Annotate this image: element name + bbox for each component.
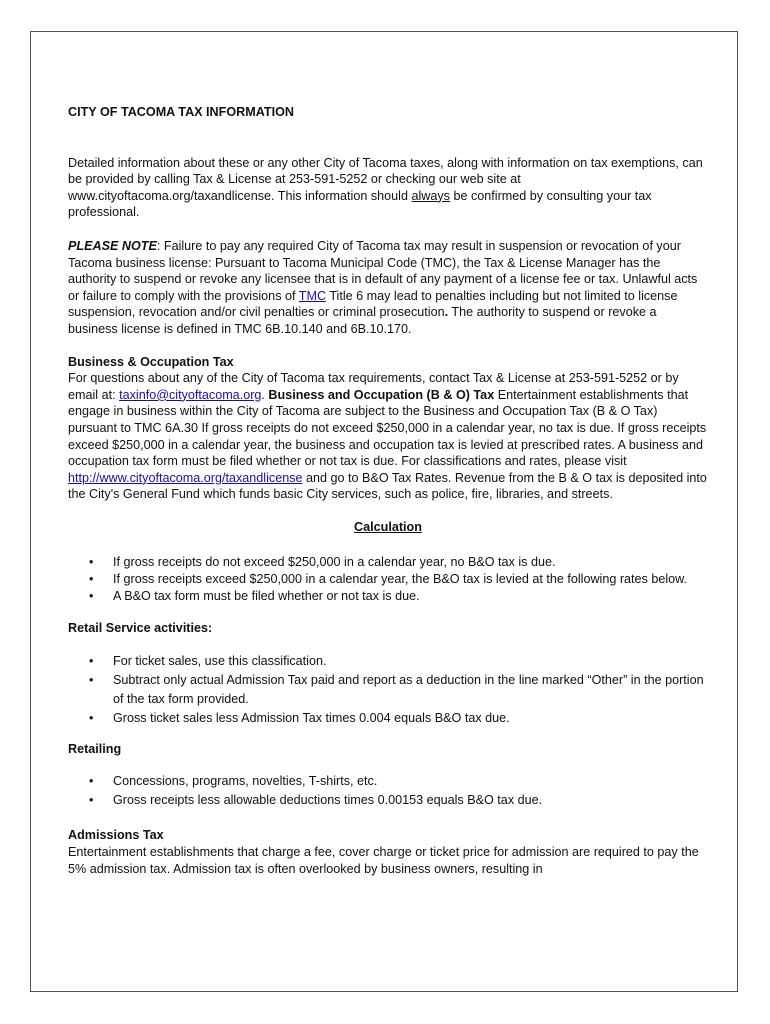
document-title: CITY OF TACOMA TAX INFORMATION xyxy=(68,105,294,119)
list-item xyxy=(68,652,708,671)
bullet-icon: • xyxy=(89,653,94,668)
list-item-text: For ticket sales, use this classification. xyxy=(113,653,327,668)
calculation-list xyxy=(68,554,708,604)
retail-service-heading: Retail Service activities: xyxy=(68,621,213,636)
email-link[interactable]: taxinfo@cityoftacoma.org xyxy=(119,387,262,402)
calculation-heading: Calculation xyxy=(354,519,422,534)
bullet-icon: • xyxy=(89,672,94,687)
bo-heading: Business & Occupation Tax xyxy=(68,354,234,369)
list-item xyxy=(68,671,708,709)
note-text-2: Title 6 may lead to penalties including but not limited to license suspension, revocation and/or civil penalties or criminal prosecution xyxy=(68,288,678,320)
bo-paragraph xyxy=(68,370,708,503)
intro-paragraph xyxy=(68,155,708,221)
bo-text-1: For questions about any of the City of Tacoma tax requirements, contact Tax & License at 253-591-5252 or by email at: xyxy=(68,371,679,402)
bullet-icon: • xyxy=(89,572,94,587)
intro-text-2: be confirmed by consulting your tax professional. xyxy=(68,188,652,220)
bo-bold-title: Business and Occupation (B & O) Tax xyxy=(268,387,495,402)
bullet-icon: • xyxy=(89,588,94,603)
list-item-text: Gross receipts less allowable deductions times 0.00153 equals B&O tax due. xyxy=(113,793,543,808)
tmc-link[interactable]: TMC xyxy=(298,288,327,303)
note-period: . xyxy=(444,305,449,320)
list-item-text: If gross receipts do not exceed $250,000 in a calendar year, no B&O tax is due. xyxy=(113,555,556,570)
retailing-heading: Retailing xyxy=(68,741,122,756)
list-item xyxy=(68,791,708,810)
list-item xyxy=(68,554,708,571)
list-item xyxy=(68,588,708,605)
list-item-text: Subtract only actual Admission Tax paid and report as a deduction in the line marked “Other” in the portion of the tax form provided. xyxy=(113,672,704,706)
note-label: PLEASE NOTE xyxy=(68,238,157,253)
list-item-text: Gross ticket sales less Admission Tax times 0.004 equals B&O tax due. xyxy=(113,710,510,725)
website-link[interactable]: http://www.cityoftacoma.org/taxandlicense xyxy=(68,470,303,485)
list-item xyxy=(68,772,708,791)
list-item xyxy=(68,709,708,728)
list-item xyxy=(68,571,708,588)
note-text-3: The authority to suspend or revoke a business license is defined in TMC 6B.10.140 and 6B.10.170. xyxy=(68,305,657,336)
intro-text-1: Detailed information about these or any other City of Tacoma taxes, along with information on tax exemptions, can be provided by calling Tax & License at 253-591-5252 or checking our web site at www.cityoftacoma.org/taxandlicense. This information should xyxy=(68,155,703,203)
bo-text-4: and go to B&O Tax Rates. Revenue from the B & O tax is deposited into the City's General Fund which funds basic City services, such as police, fire, libraries, and streets. xyxy=(68,470,707,502)
bullet-icon: • xyxy=(89,793,94,808)
bo-text-2: . xyxy=(261,387,269,402)
admissions-heading: Admissions Tax xyxy=(68,828,164,843)
list-item-text: Concessions, programs, novelties, T-shirts, etc. xyxy=(113,774,378,789)
retail-service-list xyxy=(68,652,708,728)
admissions-paragraph: Entertainment establishments that charge a fee, cover charge or ticket price for admission are required to pay the 5% admission tax. Admission tax is often overlooked by business owners, resulting in xyxy=(68,845,699,876)
document-content xyxy=(68,104,708,877)
bo-text-3: Entertainment establishments that engage in business within the City of Tacoma are subject to the Business and Occupation Tax (B & O Tax) pursuant to TMC 6A.30 If gross receipts do not exceed $250,000 in a calendar year, no tax is due. If gross receipts exceed $250,000 in a calendar year, the business and occupation tax is levied at prescribed rates. A business and occupation tax form must be filed whether or not tax is due. For classifications and rates, please visit xyxy=(68,387,707,469)
bullet-icon: • xyxy=(89,710,94,725)
bullet-icon: • xyxy=(89,774,94,789)
note-text-1: : Failure to pay any required City of Tacoma tax may result in suspension or revocation of your Tacoma business license: Pursuant to Tacoma Municipal Code (TMC), the Tax & License Manager has the authority to suspend or revoke any licensee that is in default of any payment of a license fee or tax. Unlawful acts or failure to comply with the provisions of xyxy=(68,238,698,303)
list-item-text: A B&O tax form must be filed whether or not tax is due. xyxy=(113,588,420,603)
list-item-text: If gross receipts exceed $250,000 in a calendar year, the B&O tax is levied at the following rates below. xyxy=(113,572,688,587)
retailing-list xyxy=(68,772,708,810)
note-paragraph xyxy=(68,238,708,338)
calculation-heading-row xyxy=(68,519,708,536)
document-page xyxy=(30,31,738,992)
bullet-icon: • xyxy=(89,555,94,570)
intro-always: always xyxy=(411,188,450,203)
